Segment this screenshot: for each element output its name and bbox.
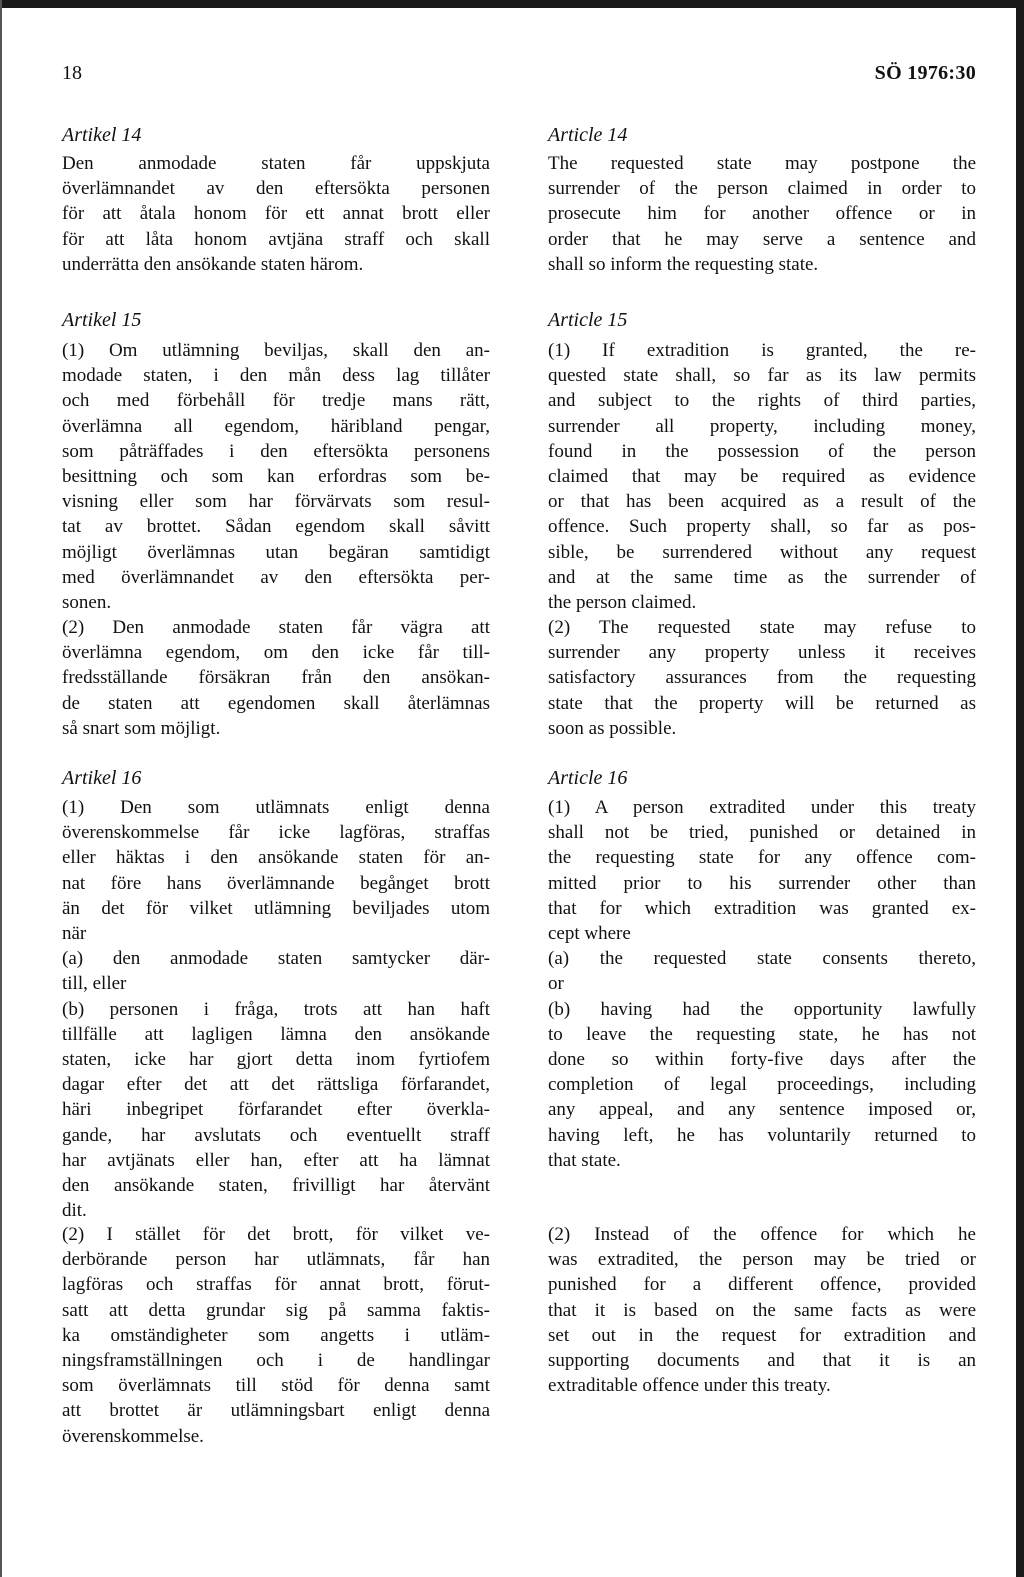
text-line: överlämnandet av den eftersökta personen: [62, 178, 490, 200]
text-line: to leave the requesting state, he has not: [548, 1023, 976, 1045]
text-line: cept where: [548, 923, 631, 945]
text-line: (1) Om utlämning beviljas, skall den an-: [62, 340, 490, 361]
text-line: (2) Instead of the offence for which he: [548, 1224, 976, 1245]
text-line: häri inbegripet förfarandet efter överkla-: [62, 1099, 490, 1121]
text-line: modade staten, i den mån dess lag tillåter: [62, 365, 490, 387]
text-line: den ansökande staten, frivilligt har återvänt: [62, 1175, 490, 1197]
text-line: derbörande person har utlämnats, får han: [62, 1249, 490, 1271]
article-14-heading-sv: Artikel 14: [62, 124, 142, 146]
text-line: found in the possession of the person: [548, 440, 976, 462]
text-line: extraditable offence under this treaty.: [548, 1375, 831, 1397]
text-line: shall not be tried, punished or detained in: [548, 822, 976, 844]
text-line: (1) If extradition is granted, the re-: [548, 340, 976, 361]
text-line: or: [548, 973, 564, 995]
text-line: (b) having had the opportunity lawfully: [548, 998, 976, 1020]
text-line: ka omständigheter som angetts i utläm-: [62, 1324, 490, 1346]
text-line: dagar efter det att det rättsliga förfarandet,: [62, 1074, 490, 1096]
text-line: that state.: [548, 1149, 621, 1171]
article-14-text-sv: [62, 151, 490, 277]
text-line: done so within forty-five days after the: [548, 1049, 976, 1071]
text-line: (1) Den som utlämnats enligt denna: [62, 797, 490, 818]
scan-border-left: [0, 0, 2, 1577]
document-reference: SÖ 1976:30: [874, 62, 976, 84]
page-number: 18: [62, 62, 82, 84]
article-15-heading-en: Article 15: [548, 309, 628, 331]
text-line: that it is based on the same facts as were: [548, 1299, 976, 1321]
text-line: för att låta honom avtjäna straff och skall: [62, 228, 490, 250]
text-line: completion of legal proceedings, including: [548, 1074, 976, 1096]
text-line: att brottet är utlämningsbart enligt denna: [62, 1400, 490, 1422]
text-line: fredsställande försäkran från den ansökan-: [62, 667, 490, 689]
text-line: (2) The requested state may refuse to: [548, 617, 976, 638]
text-line: överlämna egendom, om den icke får till-: [62, 642, 490, 664]
text-line: quested state shall, so far as its law permits: [548, 365, 976, 387]
article-15-para-1-sv: [62, 338, 490, 615]
text-line: surrender of the person claimed in order to: [548, 178, 976, 200]
text-line: shall so inform the requesting state.: [548, 253, 819, 275]
text-line: staten, icke har gjort detta inom fyrtiofem: [62, 1049, 490, 1071]
text-line: visning eller som har förvärvats som resul-: [62, 491, 490, 513]
text-line: order that he may serve a sentence and: [548, 228, 976, 250]
text-line: sible, be surrendered without any request: [548, 541, 976, 563]
text-line: surrender all property, including money,: [548, 415, 976, 437]
text-line: mitted prior to his surrender other than: [548, 872, 976, 894]
text-line: dit.: [62, 1200, 87, 1222]
text-line: The requested state may postpone the: [548, 153, 976, 174]
text-line: and subject to the rights of third parties,: [548, 390, 976, 412]
text-line: (a) den anmodade staten samtycker där-: [62, 948, 490, 970]
text-line: or that has been acquired as a result of the: [548, 491, 976, 513]
text-line: was extradited, the person may be tried or: [548, 1249, 976, 1271]
text-line: överenskommelse.: [62, 1425, 204, 1447]
text-line: (2) I stället för det brott, för vilket ve-: [62, 1224, 490, 1245]
text-line: när: [62, 923, 87, 945]
text-line: nat före hans överlämnande begånget brott: [62, 872, 490, 894]
article-15-heading-sv: Artikel 15: [62, 309, 142, 331]
text-line: för att åtala honom för ett annat brott eller: [62, 203, 490, 225]
article-16-para-2-en: [548, 1222, 976, 1398]
text-line: punished for a different offence, provided: [548, 1274, 976, 1296]
text-line: (1) A person extradited under this treaty: [548, 797, 976, 818]
text-line: supporting documents and that it is an: [548, 1350, 976, 1372]
text-line: och med förbehåll för tredje mans rätt,: [62, 390, 490, 412]
text-line: (a) the requested state consents thereto,: [548, 948, 976, 970]
text-line: tat av brottet. Sådan egendom skall såvitt: [62, 516, 490, 538]
text-line: till, eller: [62, 973, 127, 995]
text-line: that for which extradition was granted ex-: [548, 897, 976, 919]
text-line: med överlämnandet av den eftersökta per-: [62, 566, 490, 588]
text-line: så snart som möjligt.: [62, 717, 221, 739]
scan-border-right: [1016, 0, 1024, 1577]
text-line: satisfactory assurances from the requesting: [548, 667, 976, 689]
article-16-para-1-sv: [62, 795, 490, 1223]
text-line: soon as possible.: [548, 717, 677, 739]
text-line: the requesting state for any offence com-: [548, 847, 976, 869]
article-16-heading-sv: Artikel 16: [62, 767, 142, 789]
text-line: state that the property will be returned as: [548, 692, 976, 714]
article-16-para-2-sv: [62, 1222, 490, 1449]
article-16-heading-en: Article 16: [548, 767, 628, 789]
text-line: tillfälle att lagligen lämna den ansökande: [62, 1023, 490, 1045]
text-line: Den anmodade staten får uppskjuta: [62, 153, 490, 174]
text-line: surrender any property unless it receives: [548, 642, 976, 664]
text-line: set out in the request for extradition and: [548, 1324, 976, 1346]
text-line: any appeal, and any sentence imposed or,: [548, 1099, 976, 1121]
text-line: överenskommelse får icke lagföras, straffas: [62, 822, 490, 844]
text-line: having left, he has voluntarily returned to: [548, 1124, 976, 1146]
text-line: överlämna all egendom, häribland pengar,: [62, 415, 490, 437]
text-line: sonen.: [62, 592, 112, 614]
text-line: (b) personen i fråga, trots att han haft: [62, 998, 490, 1020]
article-14-text-en: [548, 151, 976, 277]
text-line: offence. Such property shall, so far as pos-: [548, 516, 976, 538]
text-line: ningsframställningen och i de handlingar: [62, 1350, 490, 1372]
text-line: prosecute him for another offence or in: [548, 203, 976, 225]
text-line: besittning och som kan erfordras som be-: [62, 466, 490, 488]
text-line: har avtjänats eller han, efter att ha lämnat: [62, 1149, 490, 1171]
text-line: lagföras och straffas för annat brott, förut-: [62, 1274, 490, 1296]
text-line: (2) Den anmodade staten får vägra att: [62, 617, 490, 638]
article-15-para-1-en: [548, 338, 976, 615]
text-line: gande, har avslutats och eventuellt straff: [62, 1124, 490, 1146]
text-line: möjligt överlämnas utan begäran samtidigt: [62, 541, 490, 563]
text-line: som påträffades i den eftersökta personens: [62, 440, 490, 462]
scan-border-top: [0, 0, 1024, 8]
article-16-para-1-en: [548, 795, 976, 1173]
text-line: satt att detta grundar sig på samma faktis-: [62, 1299, 490, 1321]
article-14-heading-en: Article 14: [548, 124, 628, 146]
text-line: and at the same time as the surrender of: [548, 566, 976, 588]
text-line: de staten att egendomen skall återlämnas: [62, 692, 490, 714]
text-line: än det för vilket utlämning beviljades utom: [62, 897, 490, 919]
text-line: claimed that may be required as evidence: [548, 466, 976, 488]
text-line: eller häktas i den ansökande staten för an-: [62, 847, 490, 869]
article-15-para-2-en: [548, 615, 976, 741]
text-line: underrätta den ansökande staten härom.: [62, 253, 364, 275]
article-15-para-2-sv: [62, 615, 490, 741]
text-line: the person claimed.: [548, 592, 697, 614]
text-line: som överlämnats till stöd för denna samt: [62, 1375, 490, 1397]
